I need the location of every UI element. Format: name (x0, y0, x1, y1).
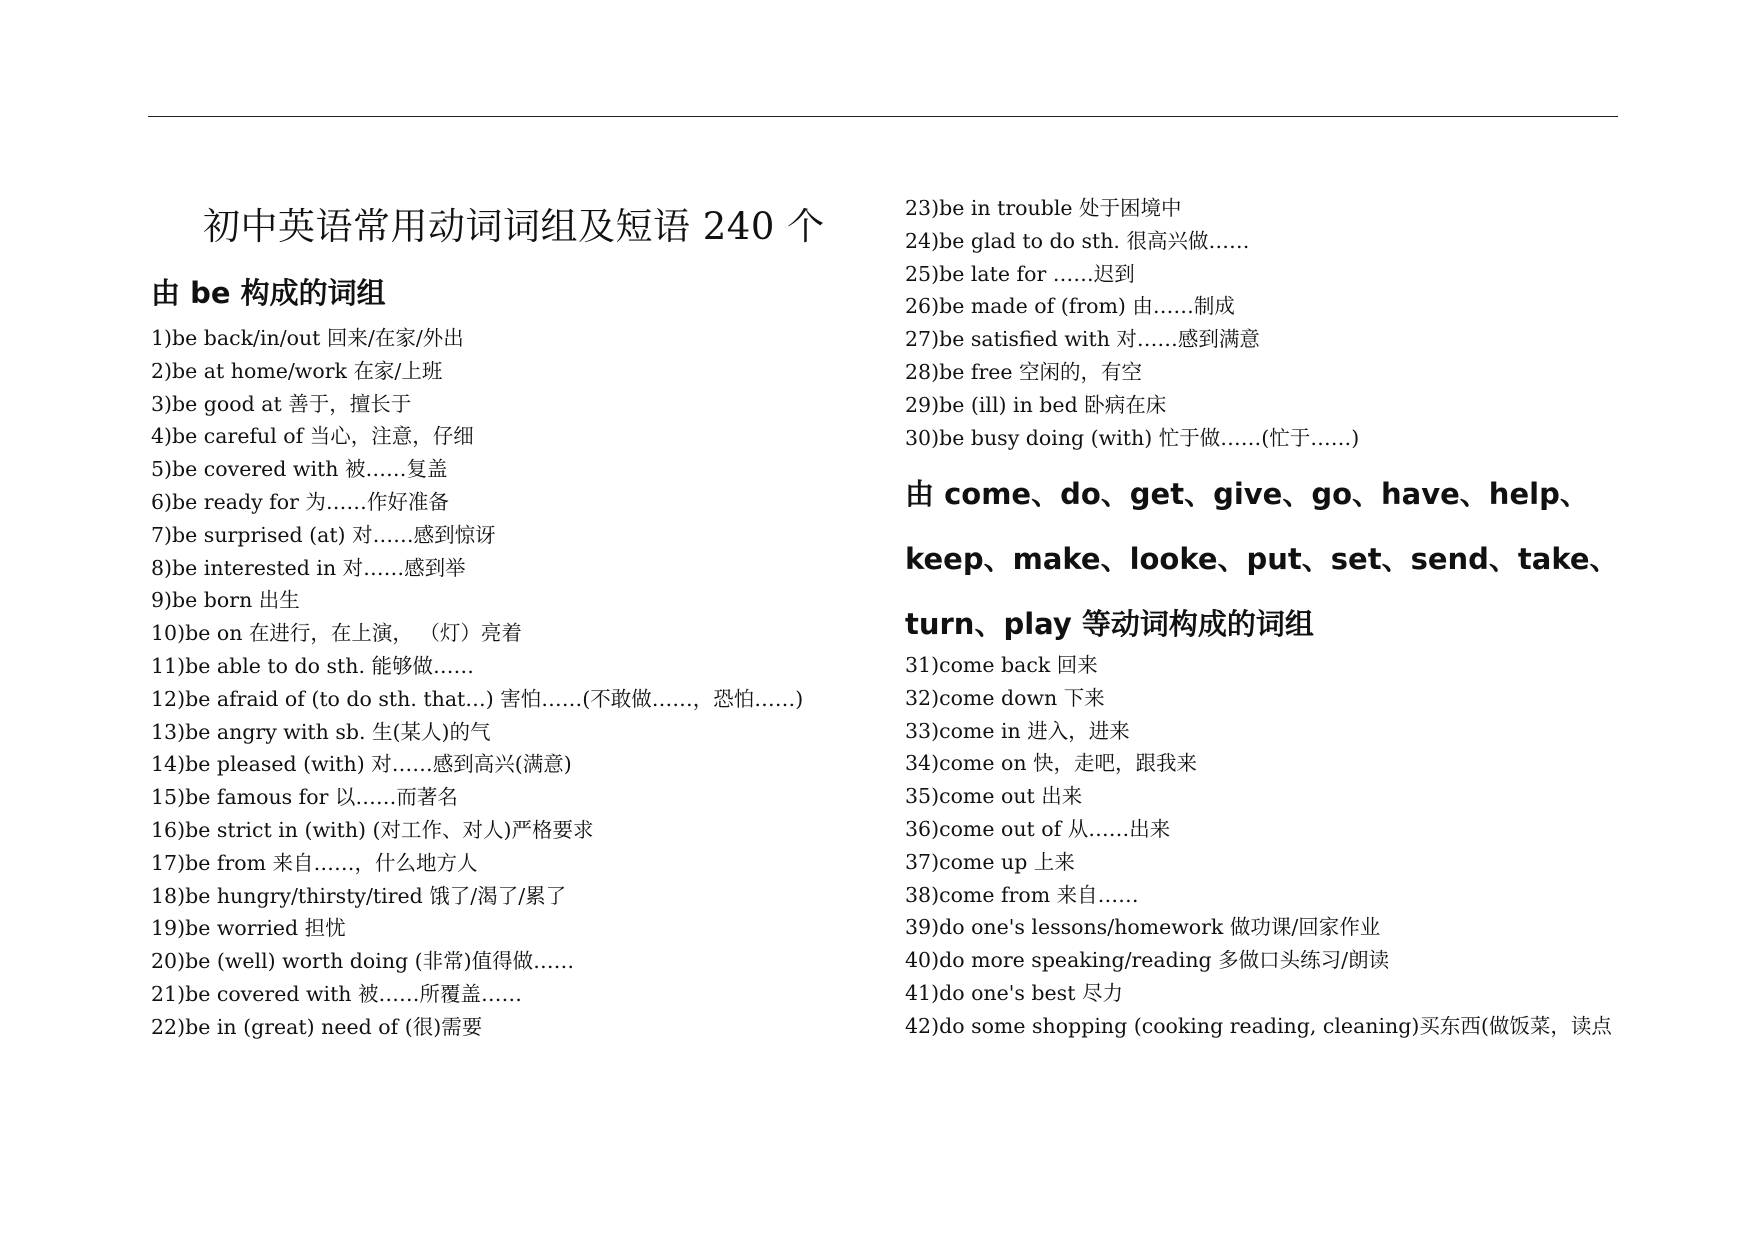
phrase-entry: 1)be back/in/out 回来/在家/外出 (151, 326, 464, 350)
phrase-entry: 38)come from 来自…… (905, 882, 1139, 907)
phrase-entry: 33)come in 进入，进来 (905, 718, 1130, 743)
phrase-entry: 20)be (well) worth doing (非常)值得做…… (151, 949, 575, 974)
phrase-entry: 13)be angry with sb. 生(某人)的气 (151, 719, 491, 744)
phrase-entry: 21)be covered with 被……所覆盖…… (151, 981, 523, 1006)
phrase-entry: 15)be famous for 以……而著名 (151, 785, 458, 810)
phrase-entry: 22)be in (great) need of (很)需要 (151, 1014, 483, 1039)
phrase-entry: 37)come up 上来 (905, 849, 1075, 874)
phrase-entry: 11)be able to do sth. 能够做…… (151, 653, 474, 678)
verb-phrase-list (905, 649, 1612, 1043)
section-heading-verbs: 由 come、do、get、give、go、have、help、keep、make、looke、put、set、send、take、turn、play 等动词构成的词组 (905, 477, 1619, 641)
phrase-entry: 29)be (ill) in bed 卧病在床 (905, 392, 1167, 417)
phrase-entry: 12)be afraid of (to do sth. that…) 害怕……(不敢做……，恐怕……) (151, 686, 804, 711)
phrase-entry: 26)be made of (from) 由……制成 (905, 294, 1235, 319)
phrase-entry: 32)come down 下来 (905, 685, 1105, 710)
phrase-entry: 19)be worried 担忧 (151, 916, 346, 941)
phrase-entry: 10)be on 在进行，在上演， （灯）亮着 (151, 621, 522, 646)
header-rule (148, 116, 1618, 117)
phrase-entry: 16)be strict in (with) (对工作、对人)严格要求 (151, 817, 594, 842)
phrase-entry: 39)do one's lessons/homework 做功课/回家作业 (905, 915, 1381, 940)
phrase-entry: 31)come back 回来 (905, 653, 1098, 677)
phrase-entry: 27)be satisfied with 对……感到满意 (905, 327, 1260, 352)
phrase-entry: 17)be from 来自……，什么地方人 (151, 850, 478, 875)
phrase-entry: 8)be interested in 对……感到举 (151, 555, 466, 580)
phrase-entry: 9)be born 出生 (151, 588, 300, 613)
phrase-entry: 28)be free 空闲的，有空 (905, 359, 1143, 384)
phrase-entry: 40)do more speaking/reading 多做口头练习/朗读 (905, 948, 1390, 973)
phrase-entry: 24)be glad to do sth. 很高兴做…… (905, 228, 1250, 253)
phrase-entry: 2)be at home/work 在家/上班 (151, 358, 443, 383)
phrase-entry: 5)be covered with 被……复盖 (151, 457, 448, 482)
phrase-entry: 18)be hungry/thirsty/tired 饿了/渴了/累了 (151, 883, 567, 908)
phrase-entry: 23)be in trouble 处于困境中 (905, 196, 1182, 220)
be-phrase-list-continued (905, 192, 1359, 454)
phrase-entry: 4)be careful of 当心，注意，仔细 (151, 424, 474, 449)
phrase-entry: 30)be busy doing (with) 忙于做……(忙于……) (905, 425, 1360, 450)
phrase-entry: 14)be pleased (with) 对……感到高兴(满意) (151, 752, 572, 777)
phrase-entry: 3)be good at 善于，擅长于 (151, 391, 412, 416)
phrase-entry: 35)come out 出来 (905, 784, 1083, 809)
phrase-entry: 41)do one's best 尽力 (905, 980, 1123, 1005)
phrase-entry: 25)be late for ……迟到 (905, 261, 1135, 286)
phrase-entry: 34)come on 快，走吧，跟我来 (905, 751, 1198, 776)
document-title: 初中英语常用动词词组及短语 240 个 (203, 205, 825, 248)
section-heading-be: 由 be 构成的词组 (151, 276, 386, 310)
phrase-entry: 36)come out of 从……出来 (905, 816, 1171, 841)
phrase-entry: 42)do some shopping (cooking reading, cleaning)买东西(做饭菜，读点 (905, 1013, 1612, 1038)
phrase-entry: 7)be surprised (at) 对……感到惊讶 (151, 522, 496, 547)
phrase-entry: 6)be ready for 为……作好准备 (151, 489, 449, 514)
be-phrase-list (151, 322, 803, 1044)
